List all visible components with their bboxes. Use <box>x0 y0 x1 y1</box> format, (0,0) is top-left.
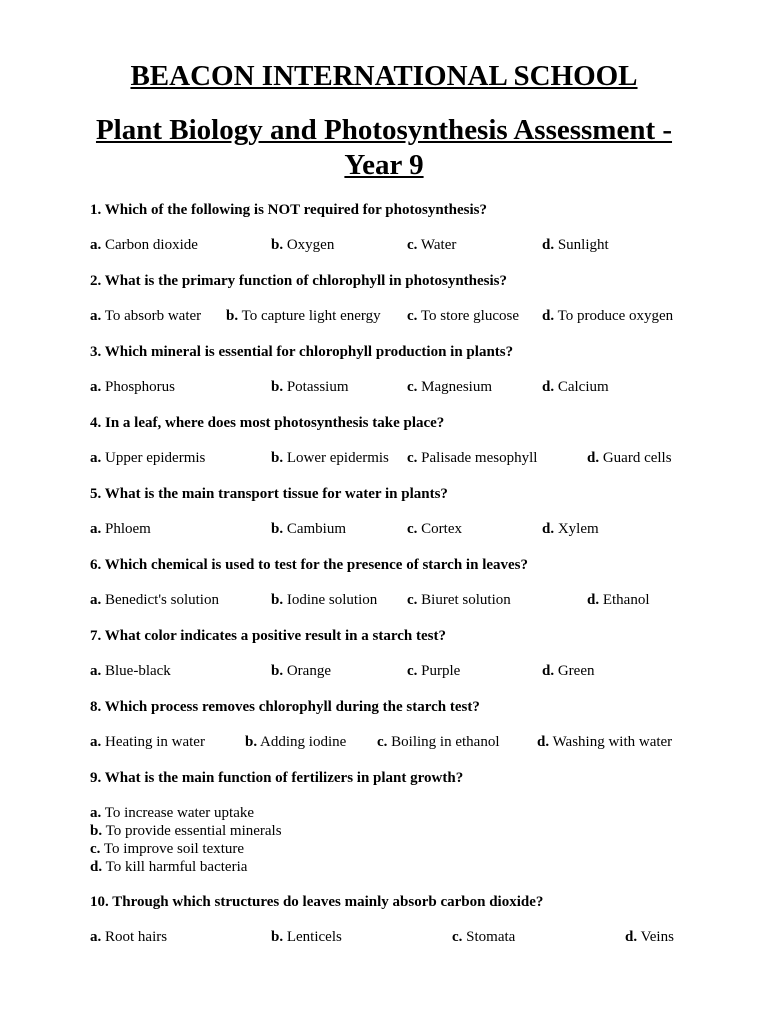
option-d <box>90 858 690 876</box>
option-letter: d. <box>542 379 555 395</box>
option-a <box>90 378 175 396</box>
option-text: Calcium <box>557 379 609 395</box>
option-a <box>90 804 690 822</box>
option-text: To provide essential minerals <box>105 823 282 839</box>
option-letter: d. <box>625 929 638 945</box>
options-row <box>90 236 690 254</box>
options-row <box>90 378 690 396</box>
option-c <box>407 520 462 538</box>
question-8 <box>90 698 690 751</box>
option-c <box>407 449 537 467</box>
option-letter: d. <box>542 237 555 253</box>
options-row <box>90 928 690 946</box>
option-text: To produce oxygen <box>557 308 674 324</box>
option-letter: b. <box>271 450 284 466</box>
option-letter: c. <box>407 379 418 395</box>
option-letter: d. <box>537 734 550 750</box>
option-text: To absorb water <box>104 308 202 324</box>
option-c <box>407 378 492 396</box>
option-text: To improve soil texture <box>103 841 245 857</box>
option-letter: b. <box>271 592 284 608</box>
option-letter: c. <box>407 308 418 324</box>
option-letter: a. <box>90 308 102 324</box>
option-a <box>90 591 219 609</box>
option-text: Lower epidermis <box>286 450 389 466</box>
option-d <box>542 520 599 538</box>
option-a <box>90 662 171 680</box>
option-letter: a. <box>90 237 102 253</box>
options-row <box>90 662 690 680</box>
option-b <box>90 822 690 840</box>
option-letter: b. <box>271 521 284 537</box>
option-text: Phosphorus <box>105 379 176 395</box>
option-letter: c. <box>407 521 418 537</box>
option-text: Phloem <box>105 521 151 537</box>
option-text: Heating in water <box>105 734 205 750</box>
option-letter: c. <box>90 841 101 857</box>
option-letter: a. <box>90 379 102 395</box>
question-2 <box>90 272 690 325</box>
option-b <box>271 591 377 609</box>
option-text: Green <box>557 663 595 679</box>
option-b <box>271 520 346 538</box>
option-letter: c. <box>407 237 418 253</box>
option-text: To kill harmful bacteria <box>105 859 248 875</box>
question-9 <box>90 769 690 876</box>
option-letter: a. <box>90 521 102 537</box>
option-letter: b. <box>245 734 258 750</box>
option-d <box>587 591 650 609</box>
option-b <box>271 378 349 396</box>
question-4 <box>90 414 690 467</box>
question-7 <box>90 627 690 680</box>
option-b <box>271 236 334 254</box>
option-text: Root hairs <box>105 929 168 945</box>
option-d <box>542 236 609 254</box>
option-letter: d. <box>587 592 600 608</box>
option-a <box>90 928 167 946</box>
option-text: Xylem <box>557 521 599 537</box>
option-text: Veins <box>640 929 674 945</box>
question-text: 7. What color indicates a positive result in a starch test? <box>90 628 446 644</box>
option-d <box>537 733 672 751</box>
question-5 <box>90 485 690 538</box>
option-letter: d. <box>542 521 555 537</box>
option-letter: b. <box>271 237 284 253</box>
option-text: Boiling in ethanol <box>391 734 500 750</box>
option-text: Cambium <box>286 521 347 537</box>
option-letter: c. <box>407 592 418 608</box>
option-letter: d. <box>542 663 555 679</box>
option-d <box>542 378 609 396</box>
option-letter: a. <box>90 734 102 750</box>
option-letter: b. <box>271 663 284 679</box>
options-row <box>90 520 690 538</box>
option-d <box>542 662 595 680</box>
option-text: Cortex <box>421 521 462 537</box>
question-text: 8. Which process removes chlorophyll during the starch test? <box>90 699 480 715</box>
option-c <box>377 733 500 751</box>
option-text: Potassium <box>286 379 349 395</box>
option-a <box>90 236 198 254</box>
option-d <box>587 449 672 467</box>
option-text: Oxygen <box>286 237 335 253</box>
question-text: 9. What is the main function of fertilizers in plant growth? <box>90 770 464 786</box>
option-c <box>452 928 515 946</box>
option-text: Iodine solution <box>286 592 378 608</box>
option-a <box>90 733 205 751</box>
option-text: Stomata <box>466 929 516 945</box>
option-letter: a. <box>90 805 102 821</box>
option-b <box>271 449 389 467</box>
option-text: Lenticels <box>286 929 342 945</box>
question-text: 4. In a leaf, where does most photosynthesis take place? <box>90 415 445 431</box>
option-c <box>407 662 460 680</box>
option-letter: d. <box>542 308 555 324</box>
option-letter: c. <box>377 734 388 750</box>
option-text: Biuret solution <box>421 592 511 608</box>
option-letter: d. <box>587 450 600 466</box>
option-a <box>90 449 205 467</box>
question-1 <box>90 201 690 254</box>
option-letter: c. <box>407 450 418 466</box>
option-b <box>226 307 381 325</box>
option-text: Orange <box>286 663 331 679</box>
option-text: To store glucose <box>420 308 519 324</box>
option-d <box>542 307 673 325</box>
option-letter: b. <box>271 929 284 945</box>
question-3 <box>90 343 690 396</box>
assessment-title: Plant Biology and Photosynthesis Assessment - Year 9 <box>95 114 673 181</box>
option-text: Blue-black <box>105 663 171 679</box>
option-text: Purple <box>421 663 461 679</box>
option-text: Carbon dioxide <box>105 237 198 253</box>
option-c <box>407 591 511 609</box>
option-c <box>407 236 456 254</box>
question-text: 2. What is the primary function of chlorophyll in photosynthesis? <box>90 273 508 289</box>
option-text: Ethanol <box>602 592 650 608</box>
options-row <box>90 733 690 751</box>
question-text: 3. Which mineral is essential for chlorophyll production in plants? <box>90 344 514 360</box>
option-a <box>90 520 151 538</box>
option-text: Magnesium <box>421 379 492 395</box>
option-b <box>271 928 342 946</box>
option-b <box>245 733 346 751</box>
option-letter: b. <box>90 823 103 839</box>
options-row <box>90 449 690 467</box>
option-text: Palisade mesophyll <box>421 450 538 466</box>
option-text: Sunlight <box>557 237 609 253</box>
option-letter: b. <box>271 379 284 395</box>
option-text: Washing with water <box>552 734 673 750</box>
option-d <box>625 928 674 946</box>
option-c <box>407 307 519 325</box>
option-letter: b. <box>226 308 239 324</box>
question-text: 5. What is the main transport tissue for water in plants? <box>90 486 448 502</box>
question-10 <box>90 893 690 946</box>
option-text: Upper epidermis <box>105 450 206 466</box>
option-text: Adding iodine <box>260 734 347 750</box>
options-row <box>90 307 690 325</box>
option-text: To increase water uptake <box>104 805 255 821</box>
option-letter: a. <box>90 663 102 679</box>
question-text: 6. Which chemical is used to test for the presence of starch in leaves? <box>90 557 529 573</box>
options-row <box>90 591 690 609</box>
question-text: 1. Which of the following is NOT required for photosynthesis? <box>90 202 488 218</box>
question-text: 10. Through which structures do leaves mainly absorb carbon dioxide? <box>90 894 544 910</box>
option-text: Benedict's solution <box>105 592 219 608</box>
option-letter: c. <box>452 929 463 945</box>
option-letter: a. <box>90 450 102 466</box>
school-name: BEACON INTERNATIONAL SCHOOL <box>130 60 638 92</box>
option-text: To capture light energy <box>241 308 381 324</box>
option-letter: a. <box>90 592 102 608</box>
option-text: Guard cells <box>602 450 672 466</box>
option-a <box>90 307 201 325</box>
option-letter: c. <box>407 663 418 679</box>
option-text: Water <box>420 237 457 253</box>
options-list <box>90 804 690 876</box>
question-6 <box>90 556 690 609</box>
option-b <box>271 662 331 680</box>
option-c <box>90 840 690 858</box>
option-letter: d. <box>90 859 103 875</box>
option-letter: a. <box>90 929 102 945</box>
